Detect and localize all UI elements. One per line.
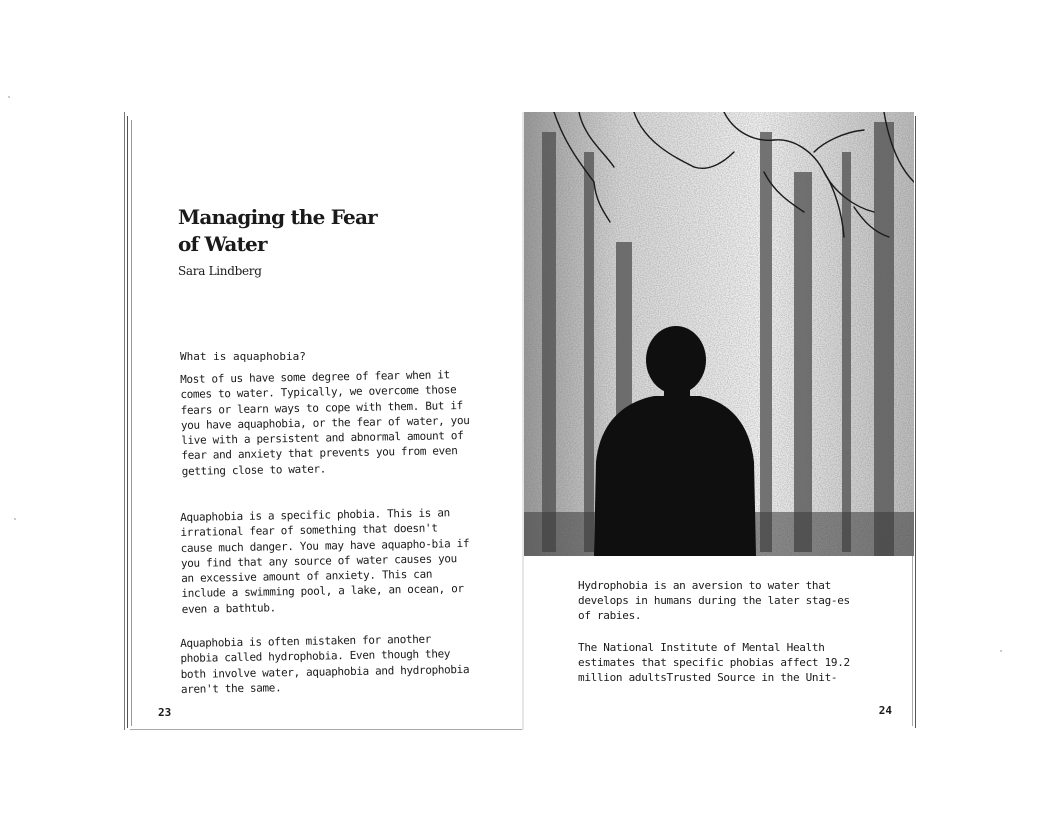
page-number: 24: [878, 704, 892, 717]
paragraph: The National Institute of Mental Health estimates that specific phobias affect 19.2 million adultsTrusted Source in the Unit-: [578, 641, 850, 684]
paragraph: Hydrophobia is an aversion to water that develops in humans during the later stag-es of rabies.: [578, 579, 850, 622]
article-author: Sara Lindberg: [178, 264, 262, 278]
page-edge-line: [124, 112, 125, 730]
article-title: Managing the Fear of Water: [178, 205, 377, 256]
page-edge-line: [127, 116, 128, 728]
paragraph: Aquaphobia is often mistaken for another phobia called hydrophobia. Even though they both involve water, aquaphobia and hydrophobia aren't the same.: [180, 632, 470, 696]
paragraph: Aquaphobia is a specific phobia. This is an irrational fear of something that doesn't cause much danger. You may have aquapho-bia if you find that any source of water causes you an excessive amount of anxiety. This can include a swimming pool, a lake, an ocean, or even a bathtub.: [180, 506, 470, 616]
right-page: [524, 112, 918, 730]
book-spread: [124, 112, 920, 732]
scan-speck: [8, 96, 10, 98]
page-edge-line: [915, 116, 916, 728]
page-edge-line: [130, 729, 524, 730]
paragraph: Most of us have some degree of fear when it comes to water. Typically, we overcome those fears or learn ways to cope with them. But if you have aquaphobia, or the fear of water, you live with a persistent and abnormal amount of fear and anxiety that prevents you from even getting close to water.: [180, 368, 470, 478]
left-page: [124, 112, 524, 730]
silhouette-in-forest-photo: [524, 112, 914, 556]
scan-speck: [14, 518, 16, 520]
section-heading: What is aquaphobia?: [180, 350, 306, 363]
page-number: 23: [158, 706, 172, 719]
scan-speck: [1000, 650, 1002, 652]
page-edge-line: [131, 120, 132, 726]
